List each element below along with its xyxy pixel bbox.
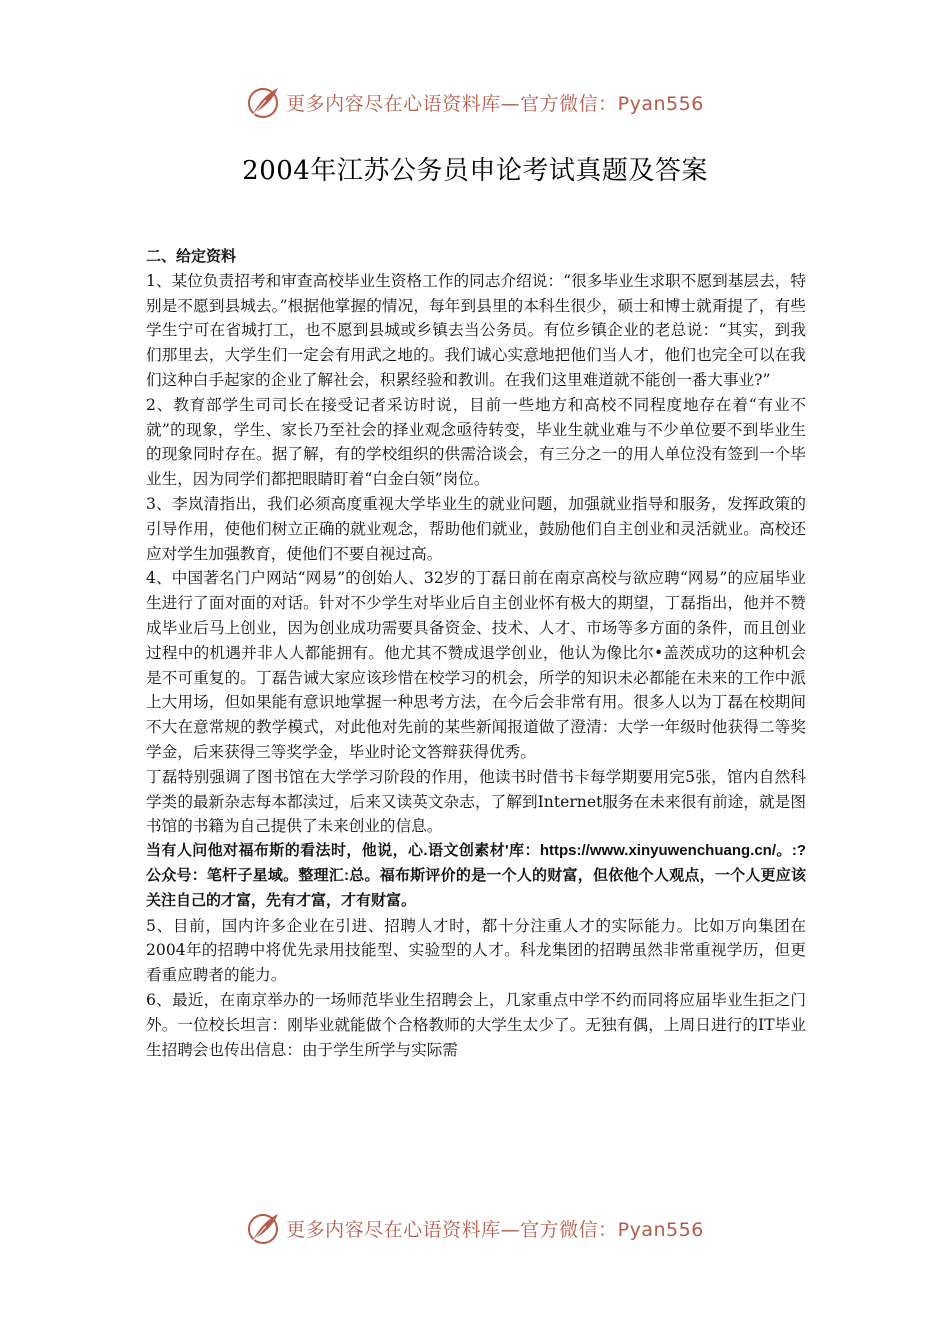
paragraph-forbes-part-a: 当有人问他对福布斯的看法时，他说，心.语文创素材'库：https://www.xinyuwenchuang.cn/。 <box>146 842 792 860</box>
banner-text: 更多内容尽在心语资料库—官方微信：Pyan556 <box>286 1218 704 1241</box>
feather-quill-logo-icon <box>246 84 282 120</box>
paragraph-1: 1、某位负责招考和审查高校毕业生资格工作的同志介绍说：“很多毕业生求职不愿到基层去，特别是不愿到县城去。”根据他掌握的情况，每年到县里的本科生很少，硕士和博士就甭提了，有些学生宁可在省城打工，也不愿到县城或乡镇去当公务员。有位乡镇企业的老总说：“其实，到我们那里去，大学生们一定会有用武之地的。我们诚心实意地把他们当人才，他们也完全可以在我们这种白手起家的企业了解社会，积累经验和教训。在我们这里难道就不能创一番大事业?” <box>146 271 806 389</box>
paragraph-6: 6、最近，在南京举办的一场师范毕业生招聘会上，几家重点中学不约而同将应届毕业生拒之门外。一位校长坦言：刚毕业就能做个合格教师的大学生太少了。无独有偶，上周日进行的IT毕业生招聘会也传出信息：由于学生所学与实际需 <box>146 990 806 1059</box>
document-title: 2004年江苏公务员申论考试真题及答案 <box>242 156 708 186</box>
header-watermark-banner <box>0 82 950 122</box>
document-body <box>146 244 806 1062</box>
footer-watermark-banner <box>0 1208 950 1248</box>
paragraph-forbes <box>146 839 806 913</box>
paragraph-forbes-part-b: :?公众号：笔杆子星域。整理汇:总。福布斯评价的是一个人的财富，但依他个人观点，一个人更应该关注自己的才富，先有才富，才有财富。 <box>146 842 806 909</box>
feather-quill-logo-icon <box>246 1210 282 1246</box>
paragraph-5: 5、目前，国内许多企业在引进、招聘人才时，都十分注重人才的实际能力。比如万向集团在2004年的招聘中将优先录用技能型、实验型的人才。科龙集团的招聘虽然非常重视学历，但更看重应聘者的能力。 <box>146 916 806 985</box>
section-heading: 二、给定资料 <box>146 247 237 265</box>
paragraph-4: 4、中国著名门户网站“网易”的创始人、32岁的丁磊日前在南京高校与欲应聘“网易”的应届毕业生进行了面对面的对话。针对不少学生对毕业后自主创业怀有极大的期望，丁磊指出，他并不赞成毕业后马上创业，因为创业成功需要具备资金、技术、人才、市场等多方面的条件，而且创业过程中的机遇并非人人都能拥有。他尤其不赞成退学创业，他认为像比尔•盖茨成功的这种机会是不可重复的。丁磊告诫大家应该珍惜在校学习的机会，所学的知识未必都能在未来的工作中派上大用场，但如果能有意识地掌握一种思考方法，在今后会非常有用。很多人以为丁磊在校期间不大在意常规的教学模式，对此他对先前的某些新闻报道做了澄清：大学一年级时他获得二等奖学金，后来获得三等奖学金，毕业时论文答辩获得优秀。 <box>146 569 806 761</box>
paragraph-2: 2、教育部学生司司长在接受记者采访时说，目前一些地方和高校不同程度地存在着“有业不就”的现象，学生、家长乃至社会的择业观念亟待转变，毕业生就业难与不少单位要不到毕业生的现象同时存在。据了解，有的学校组织的供需洽谈会，有三分之一的用人单位没有签到一个毕业生，因为同学们都把眼睛盯着“白金白领”岗位。 <box>146 395 806 489</box>
banner-text: 更多内容尽在心语资料库—官方微信：Pyan556 <box>286 92 704 115</box>
paragraph-4-continued: 丁磊特别强调了图书馆在大学学习阶段的作用，他读书时借书卡每学期要用完5张，馆内自然科学类的最新杂志每本都渎过，后来又读英文杂志，了解到Internet服务在未来很有前途，就是图书馆的书籍为自己提供了未来创业的信息。 <box>146 767 806 836</box>
paragraph-3: 3、李岚清指出，我们必须高度重视大学毕业生的就业问题，加强就业指导和服务，发挥政策的引导作用，使他们树立正确的就业观念，帮助他们就业，鼓励他们自主创业和灵活就业。高校还应对学生加强教育，使他们不要自视过高。 <box>146 494 806 563</box>
